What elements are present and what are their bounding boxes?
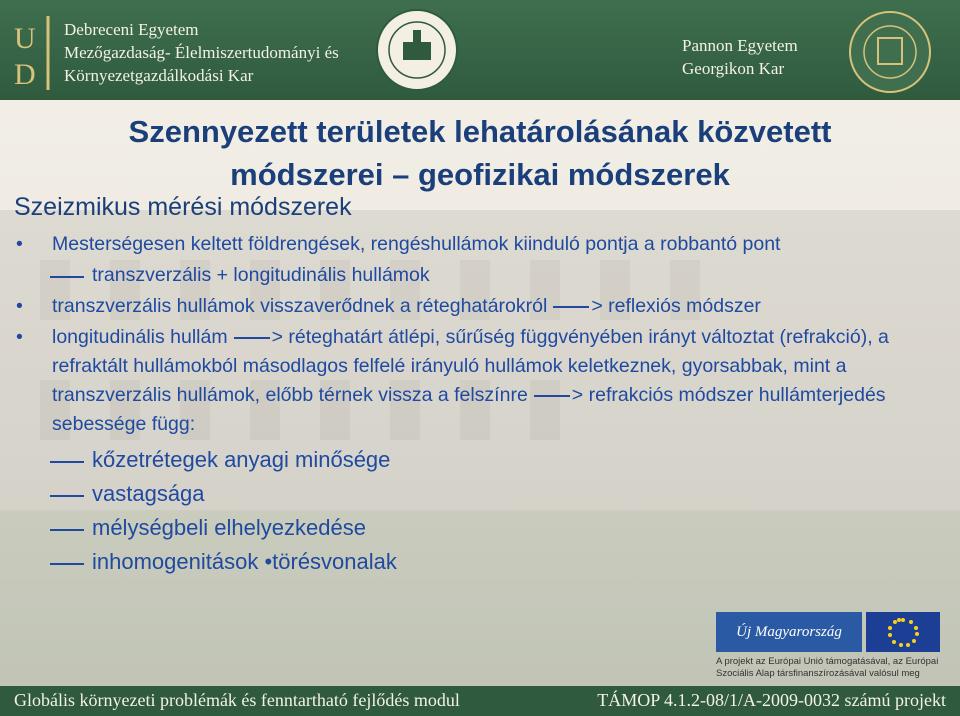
- header-right-line-1: Pannon Egyetem: [682, 36, 798, 55]
- footer-module-name: Globális környezeti problémák és fenntartható fejlődés modul: [14, 690, 460, 710]
- dash-icon: [50, 461, 84, 463]
- dash-text: transzverzális + longitudinális hullámok: [92, 264, 430, 286]
- footer-bar: [0, 686, 960, 716]
- bullet-text: > reflexiós módszer: [591, 295, 761, 317]
- dash-item: [0, 511, 960, 545]
- faculty-name-left: [64, 18, 339, 87]
- dash-text: kőzetrétegek anyagi minősége: [92, 447, 391, 472]
- header-left-line-2: Mezőgazdaság- Élelmiszertudományi és: [64, 43, 339, 62]
- bullet-dot-icon: •: [16, 295, 23, 317]
- dash-text: inhomogenitások •törésvonalak: [92, 549, 397, 574]
- footer-project-id: TÁMOP 4.1.2-08/1/A-2009-0032 számú projekt: [597, 690, 946, 710]
- dash-icon: [50, 276, 84, 278]
- arrow-line-icon: [553, 306, 589, 308]
- svg-text:D: D: [14, 58, 36, 91]
- title-line-1: Szennyezett területek lehatárolásának közvetett: [128, 114, 832, 149]
- bullet-item: [0, 292, 960, 321]
- eu-support-box: [716, 612, 940, 684]
- bullet-item: [0, 230, 960, 259]
- faculty-seal-icon: [375, 8, 459, 92]
- dash-item: [0, 545, 960, 579]
- dash-item: [0, 261, 960, 290]
- dash-item: [0, 477, 960, 511]
- eu-flag-icon: [866, 612, 940, 652]
- bullet-text: transzverzális hullámok visszaverődnek a réteghatárokról: [52, 295, 548, 317]
- dash-icon: [50, 495, 84, 497]
- header-left-line-1: Debreceni Egyetem: [64, 20, 199, 39]
- bullet-text: Mesterségesen keltett földrengések, rengéshullámok kiinduló pontja a robbantó pont: [52, 233, 781, 255]
- slide-title: [40, 110, 920, 196]
- header-left-line-3: Környezetgazdálkodási Kar: [64, 66, 254, 85]
- university-debrecen-logo: [8, 10, 60, 94]
- dash-text: mélységbeli elhelyezkedése: [92, 515, 366, 540]
- dash-icon: [50, 529, 84, 531]
- bullet-item: [0, 323, 960, 439]
- pannon-university-seal-icon: [848, 10, 932, 94]
- slide-content: [0, 230, 960, 579]
- uj-magyarorszag-logo: Új Magyarország: [716, 612, 862, 652]
- dash-text: vastagsága: [92, 481, 205, 506]
- slide-subtitle: Szeizmikus mérési módszerek: [14, 193, 352, 221]
- svg-text:U: U: [14, 22, 36, 55]
- header-right-line-2: Georgikon Kar: [682, 59, 785, 78]
- arrow-line-icon: [234, 337, 270, 339]
- bullet-text: longitudinális hullám: [52, 326, 228, 348]
- arrow-line-icon: [534, 395, 570, 397]
- title-line-2: módszerei – geofizikai módszerek: [230, 157, 730, 192]
- faculty-name-right: [682, 34, 798, 80]
- dash-icon: [50, 563, 84, 565]
- header-banner: [0, 0, 960, 100]
- bullet-text: > réteghatárt átlépi, sűrűség függvényében irányt változtat (refrakció), a refraktált hullámokból másodlagos felfelé irányuló hullámok keletkeznek, gyorsabbak, mint a transzverzális hullámok, előbb térnek vissza a felszínre: [52, 326, 889, 406]
- bullet-text: > refrakciós módszer hullámterjedés sebessége függ:: [52, 384, 886, 435]
- bullet-dot-icon: •: [16, 233, 23, 255]
- dash-item: [0, 443, 960, 477]
- eu-support-text: A projekt az Európai Unió támogatásával, az Európai Szociális Alap társfinanszírozásával valósul meg: [716, 656, 939, 679]
- bullet-dot-icon: •: [16, 326, 23, 348]
